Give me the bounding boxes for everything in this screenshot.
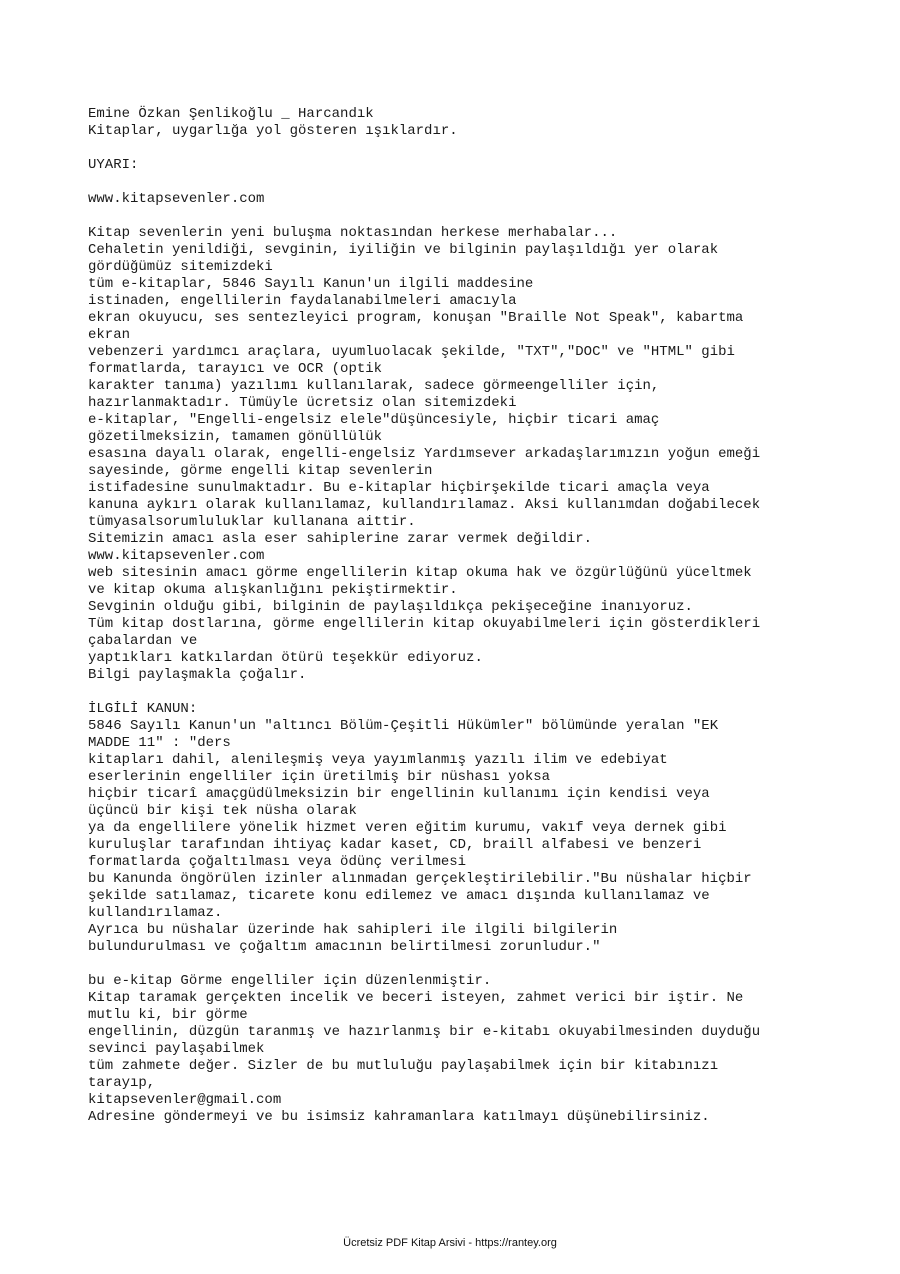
blank-line — [88, 140, 878, 157]
text-line: Kitaplar, uygarlığa yol gösteren ışıklardır. — [88, 123, 458, 139]
text-line: engellinin, düzgün taranmış ve hazırlanmış bir e-kitabı okuyabilmesinden duyduğu — [88, 1024, 761, 1040]
text-line: Tüm kitap dostlarına, görme engellilerin kitap okuyabilmeleri için gösterdikleri — [88, 616, 761, 632]
text-line: www.kitapsevenler.com — [88, 548, 265, 564]
text-line: eserlerinin engelliler için üretilmiş bir nüshası yoksa — [88, 769, 551, 785]
text-line: bu e-kitap Görme engelliler için düzenlenmiştir. — [88, 973, 492, 989]
text-line: UYARI: — [88, 157, 139, 173]
text-line: tümyasalsorumluluklar kullanana aittir. — [88, 514, 416, 530]
text-line: mutlu ki, bir görme — [88, 1007, 248, 1023]
text-line: e-kitaplar, "Engelli-engelsiz elele"düşüncesiyle, hiçbir ticari amaç — [88, 412, 660, 428]
text-line: kitapları dahil, alenileşmiş veya yayımlanmış yazılı ilim ve edebiyat — [88, 752, 668, 768]
blank-line — [88, 174, 878, 191]
text-line: Cehaletin yenildiği, sevginin, iyiliğin ve bilginin paylaşıldığı yer olarak — [88, 242, 719, 258]
text-line: esasına dayalı olarak, engelli-engelsiz Yardımsever arkadaşlarımızın yoğun emeği — [88, 446, 761, 462]
text-line: ya da engellilere yönelik hizmet veren eğitim kurumu, vakıf veya dernek gibi — [88, 820, 727, 836]
text-line: kitapsevenler@gmail.com — [88, 1092, 282, 1108]
text-line: karakter tanıma) yazılımı kullanılarak, sadece görmeengelliler için, — [88, 378, 660, 394]
text-line: istinaden, engellilerin faydalanabilmeleri amacıyla — [88, 293, 517, 309]
text-line: yaptıkları katkılardan ötürü teşekkür ediyoruz. — [88, 650, 483, 666]
text-line: bu Kanunda öngörülen izinler alınmadan gerçekleştirilebilir."Bu nüshalar hiçbir — [88, 871, 752, 887]
text-line: Kitap taramak gerçekten incelik ve beceri isteyen, zahmet verici bir iştir. Ne — [88, 990, 744, 1006]
text-line: Emine Özkan Şenlikoğlu _ Harcandık — [88, 106, 374, 122]
blank-line — [88, 208, 878, 225]
text-line: formatlarda, tarayıcı ve OCR (optik — [88, 361, 383, 377]
text-line: www.kitapsevenler.com — [88, 191, 265, 207]
text-line: kanuna aykırı olarak kullanılamaz, kullandırılamaz. Aksi kullanımdan doğabilecek — [88, 497, 761, 513]
text-line: şekilde satılamaz, ticarete konu edilemez ve amacı dışında kullanılamaz ve — [88, 888, 710, 904]
text-line: gördüğümüz sitemizdeki — [88, 259, 273, 275]
text-line: Bilgi paylaşmakla çoğalır. — [88, 667, 307, 683]
text-line: tarayıp, — [88, 1075, 156, 1091]
text-line: 5846 Sayılı Kanun'un "altıncı Bölüm-Çeşitli Hükümler" bölümünde yeralan "EK — [88, 718, 719, 734]
text-line: Sevginin olduğu gibi, bilginin de paylaşıldıkça pekişeceğine inanıyoruz. — [88, 599, 693, 615]
text-line: web sitesinin amacı görme engellilerin kitap okuma hak ve özgürlüğünü yüceltmek — [88, 565, 752, 581]
blank-line — [88, 956, 878, 973]
text-line: Kitap sevenlerin yeni buluşma noktasından herkese merhabalar... — [88, 225, 618, 241]
text-line: hiçbir ticarî amaçgüdülmeksizin bir engellinin kullanımı için kendisi veya — [88, 786, 710, 802]
text-line: ekran okuyucu, ses sentezleyici program, konuşan "Braille Not Speak", kabartma — [88, 310, 744, 326]
text-line: formatlarda çoğaltılması veya ödünç verilmesi — [88, 854, 467, 870]
text-line: MADDE 11" : "ders — [88, 735, 231, 751]
text-line: sevinci paylaşabilmek — [88, 1041, 265, 1057]
document-body — [88, 106, 878, 1126]
text-line: Sitemizin amacı asla eser sahiplerine zarar vermek değildir. — [88, 531, 593, 547]
blank-line — [88, 684, 878, 701]
text-line: çabalardan ve — [88, 633, 198, 649]
text-line: ve kitap okuma alışkanlığını pekiştirmektir. — [88, 582, 458, 598]
text-line: İLGİLİ KANUN: — [88, 701, 198, 717]
text-line: bulundurulması ve çoğaltım amacının belirtilmesi zorunludur." — [88, 939, 601, 955]
text-line: kullandırılamaz. — [88, 905, 223, 921]
text-line: kuruluşlar tarafından ihtiyaç kadar kaset, CD, braill alfabesi ve benzeri — [88, 837, 702, 853]
text-line: üçüncü bir kişi tek nüsha olarak — [88, 803, 357, 819]
text-line: vebenzeri yardımcı araçlara, uyumluolacak şekilde, "TXT","DOC" ve "HTML" gibi — [88, 344, 735, 360]
text-line: Adresine göndermeyi ve bu isimsiz kahramanlara katılmayı düşünebilirsiniz. — [88, 1109, 710, 1125]
text-line: hazırlanmaktadır. Tümüyle ücretsiz olan sitemizdeki — [88, 395, 517, 411]
text-line: gözetilmeksizin, tamamen gönüllülük — [88, 429, 383, 445]
text-line: sayesinde, görme engelli kitap sevenlerin — [88, 463, 433, 479]
text-line: tüm e-kitaplar, 5846 Sayılı Kanun'un ilgili maddesine — [88, 276, 534, 292]
text-line: tüm zahmete değer. Sizler de bu mutluluğu paylaşabilmek için bir kitabınızı — [88, 1058, 719, 1074]
text-line: istifadesine sunulmaktadır. Bu e-kitaplar hiçbirşekilde ticari amaçla veya — [88, 480, 710, 496]
text-line: ekran — [88, 327, 131, 343]
text-line: Ayrıca bu nüshalar üzerinde hak sahipleri ile ilgili bilgilerin — [88, 922, 618, 938]
page-footer: Ücretsiz PDF Kitap Arsivi - https://rantey.org — [343, 1237, 557, 1249]
